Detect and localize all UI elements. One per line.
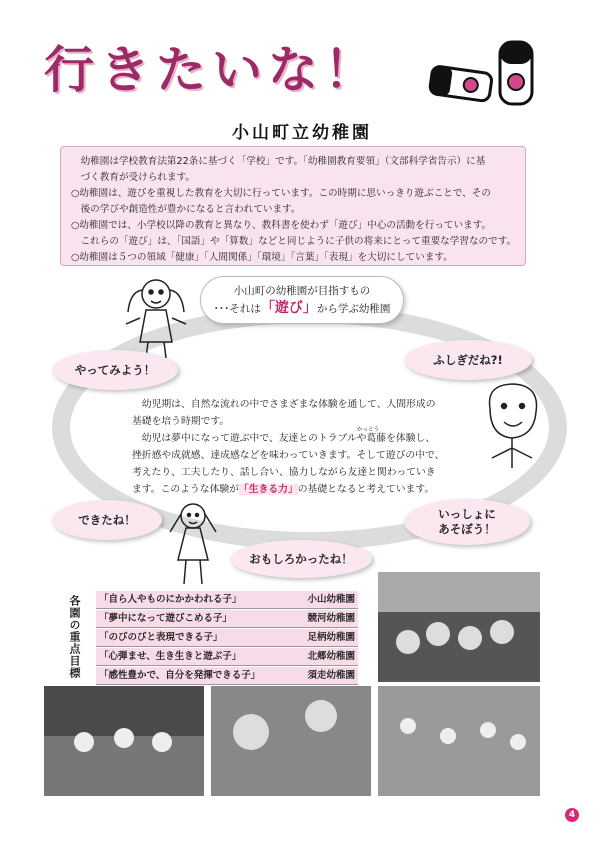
intro-box — [60, 146, 526, 266]
page-title: 行きたいな！ — [44, 41, 380, 99]
intro-line: これらの「遊び」は、「国語」や「算数」などと同じように子供の将来にとって重要な学習なのです。 — [71, 236, 517, 247]
aim-highlight: 「遊び」 — [260, 300, 317, 316]
intro-line: ○幼稚園では、小学校以降の教育と異なり、教科書を使わず「遊び」中心の活動を行っています。 — [71, 220, 492, 231]
bubble-try: やってみよう！ — [52, 350, 178, 390]
intro-line: 後の学びや創造性が豊かになると言われています。 — [71, 204, 301, 215]
photo-toddlers — [211, 686, 371, 796]
center-line: 考えたり、工夫したり、話し合い、協力しながら友達と関わっていき — [132, 467, 436, 478]
intro-line: 幼稚園は学校教育法第22条に基づく「学校」です。「幼稚園教育要領」（文部科学省告示）に基 — [71, 156, 486, 167]
section-title: 小山町立幼稚園 — [232, 123, 372, 143]
child-drawing-boy-right — [478, 378, 548, 478]
child-drawing-girl-bottom — [162, 498, 224, 588]
intro-line: ○幼稚園は、遊びを重視した教育を大切に行っています。この時期に思いっきり遊ぶことで、その — [71, 188, 491, 199]
photo-kids-helmets — [378, 572, 540, 682]
goals-label: 各園の重点目標 — [62, 593, 86, 681]
bubble-together-line2: あそぼう！ — [438, 522, 496, 536]
intro-line: ○幼稚園は５つの領域「健康」「人間関係」「環境」「言葉」「表現」を大切にしています。 — [71, 252, 453, 263]
goal-row: 「のびのびと表現できる子」 足柄幼稚園 — [96, 629, 358, 647]
intro-line: づく教育が受けられます。 — [71, 172, 195, 183]
bubble-together-line1: いっしょに — [438, 507, 496, 521]
goals-table — [96, 591, 358, 686]
center-line: 挫折感や成就感、達成感などを味わっていきます。そして遊びの中で、 — [132, 450, 445, 461]
aim-line2 — [201, 300, 403, 318]
aim-callout — [200, 276, 404, 324]
goal-row: 「夢中になって遊びこめる子」 競河幼稚園 — [96, 610, 358, 628]
page-number: 4 — [565, 808, 579, 822]
glue-stick-illustration — [428, 38, 558, 110]
goal-row: 「感性豊かで、自分を発揮できる子」 須走幼稚園 — [96, 667, 358, 685]
bubble-together — [404, 499, 530, 545]
center-line: 幼児は夢中になって遊ぶ中で、友達とのトラブルや葛藤を体験し、 かっとう — [132, 430, 472, 447]
ruby-text: かっとう — [357, 427, 380, 433]
center-text — [132, 396, 472, 498]
ikiru-chikara-highlight: 「生きる力」 — [238, 484, 298, 495]
goal-row: 「自ら人やものにかかわれる子」 小山幼稚園 — [96, 591, 358, 609]
bubble-wonder: ふしぎだね?! — [404, 340, 532, 380]
photo-tulips — [44, 686, 204, 796]
goal-row: 「心弾ませ、生き生きと遊ぶ子」 北郷幼稚園 — [96, 648, 358, 666]
center-line: 幼児期は、自然な流れの中でさまざまな体験を通して、人間形成の — [132, 399, 436, 410]
aim-line1: 小山町の幼稚園が目指すもの — [233, 285, 371, 297]
bubble-done: できたね！ — [52, 500, 162, 540]
photo-playground — [378, 686, 540, 796]
child-drawing-girl-top — [120, 272, 192, 362]
center-line: 基礎を培う時期です。 — [132, 416, 230, 427]
bubble-fun: おもしろかったね！ — [230, 540, 372, 578]
aim-suffix: から学ぶ幼稚園 — [316, 303, 391, 315]
center-line: ます。このような体験が「生きる力」の基礎となると考えています。 — [132, 484, 435, 495]
aim-prefix: ･･･それは — [213, 303, 261, 315]
